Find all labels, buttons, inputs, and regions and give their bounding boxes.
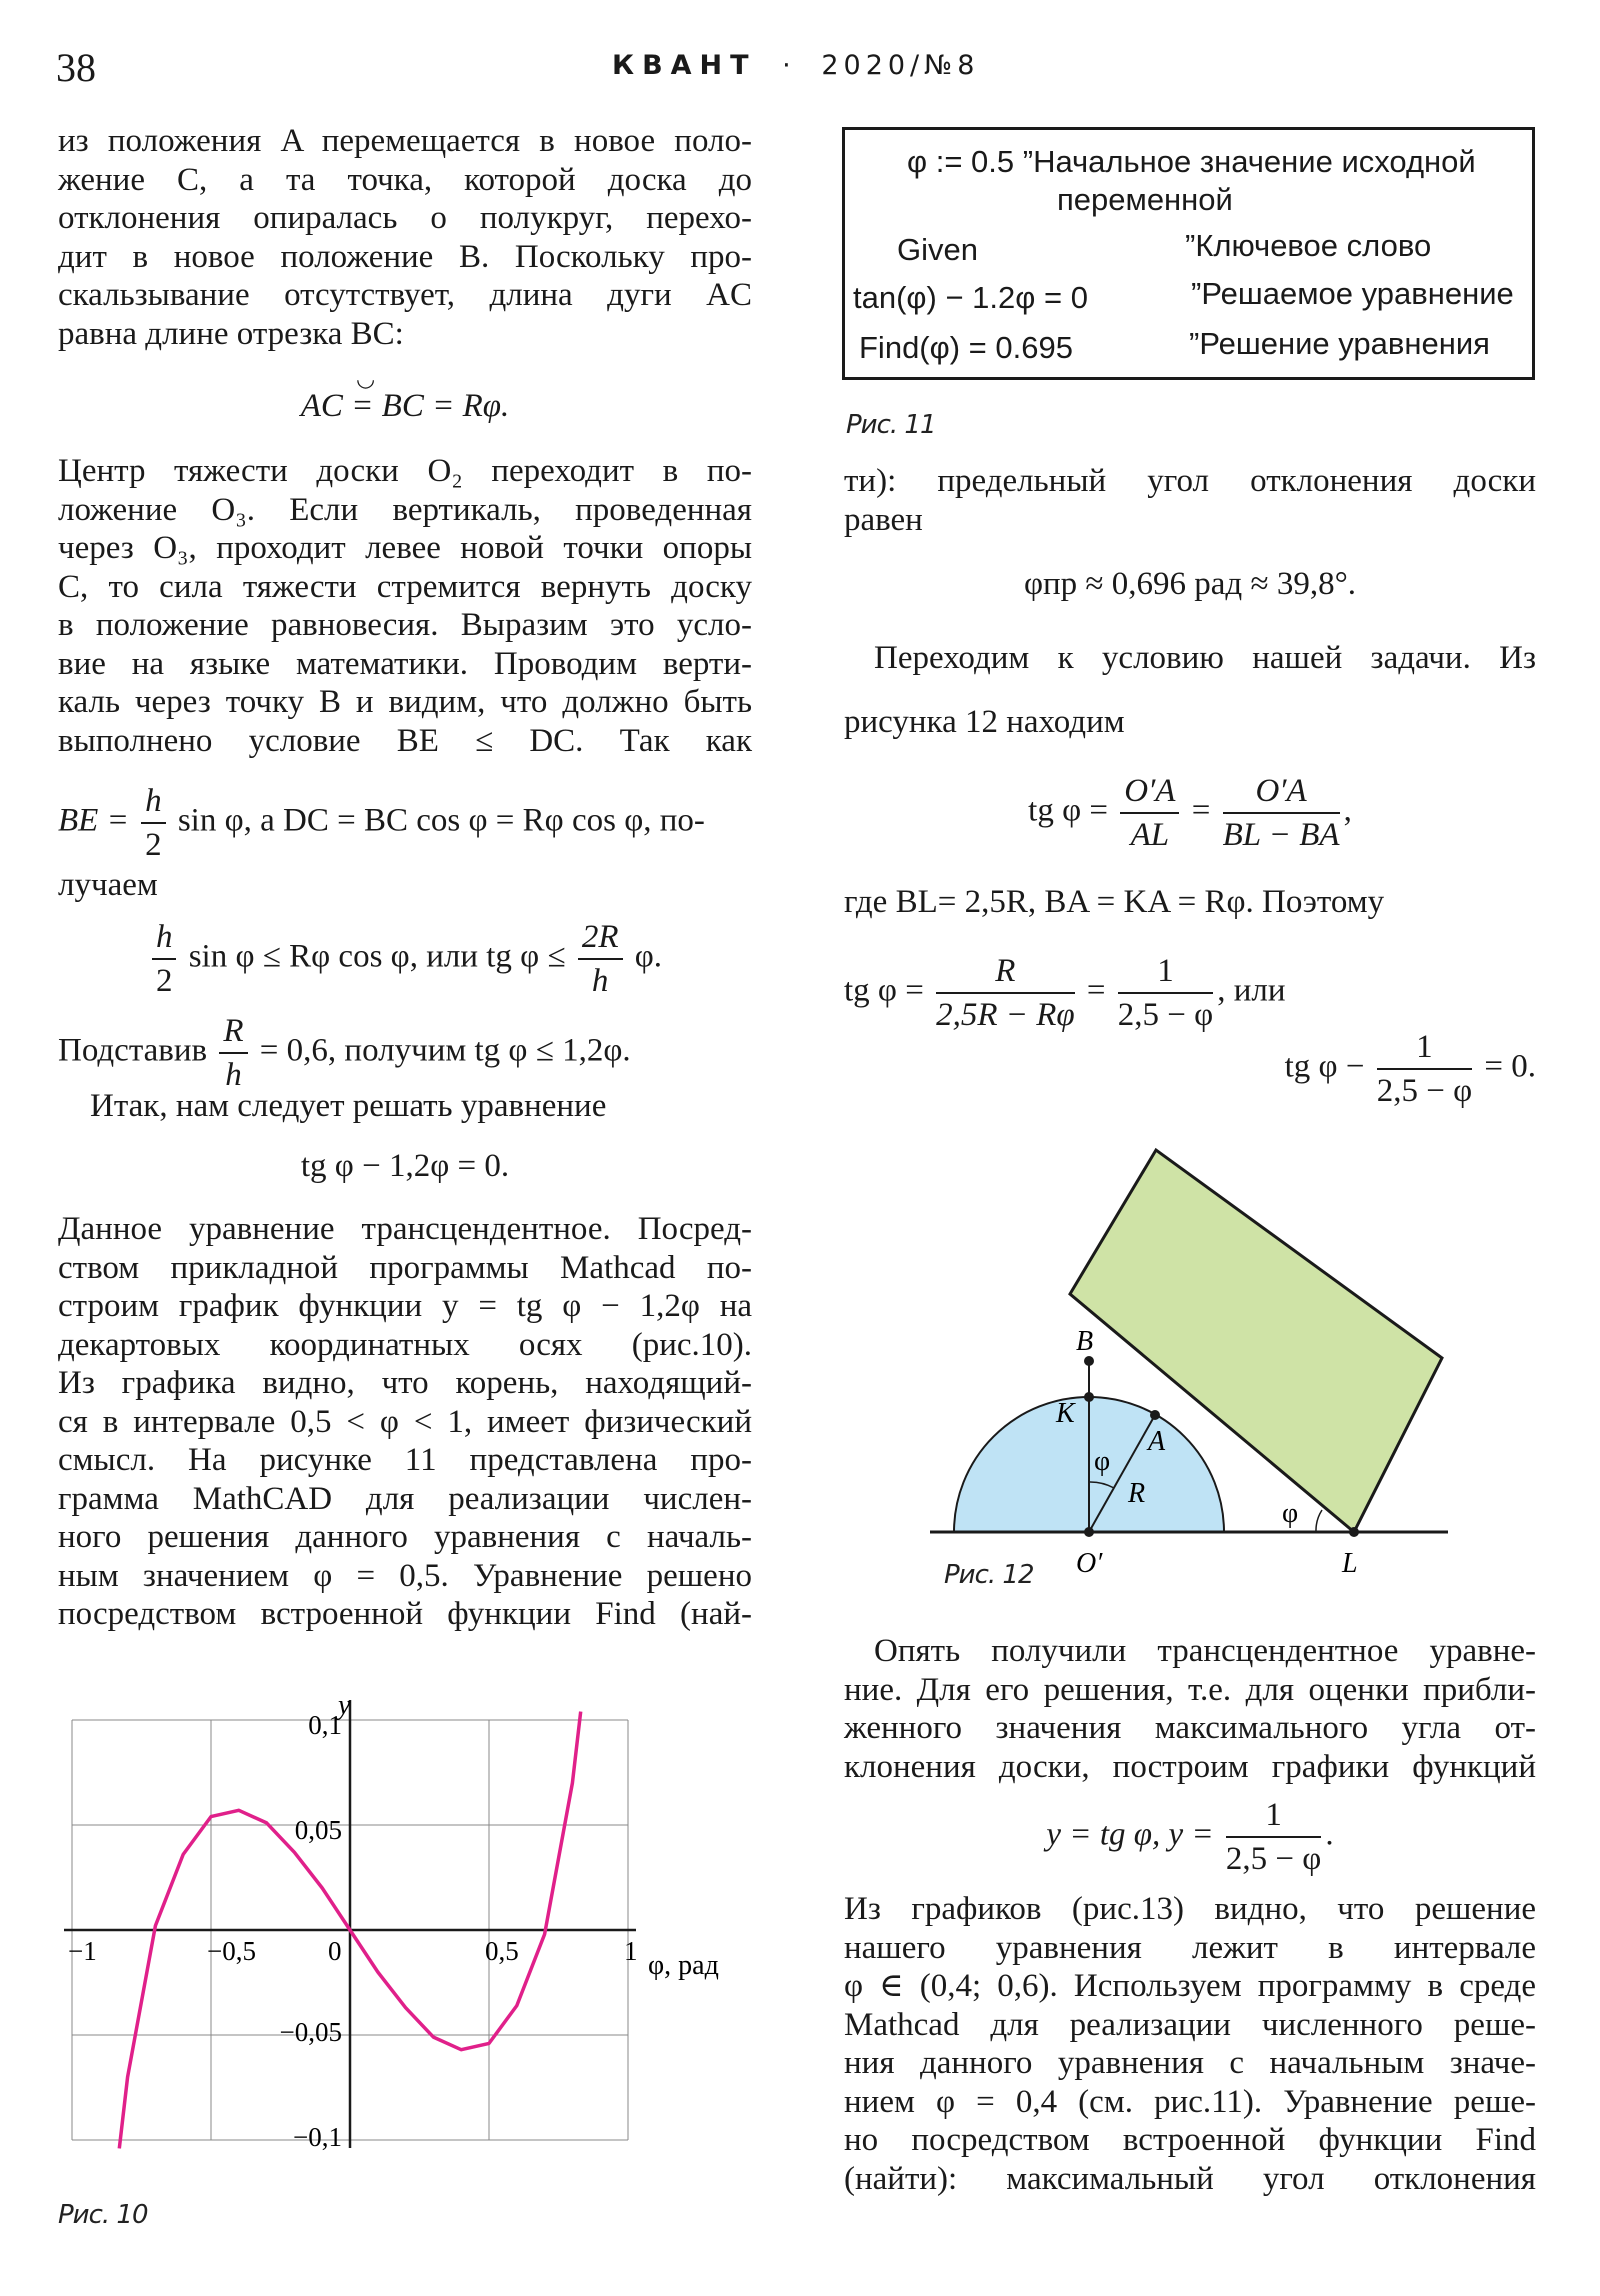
text-line: жение C, а та точка, которой доска до bbox=[58, 161, 752, 198]
y-tick-label: 0,1 bbox=[308, 1710, 342, 1740]
equation-tg-expanded: tg φ = $\frac{R}{2,5R - R\varphi}$ = $\frac{1}{2,5 - \varphi}$ , или bbox=[844, 950, 1536, 1036]
x-tick-label: 1 bbox=[624, 1936, 638, 1966]
text-line: посредством встроенной функции Find (най- bbox=[58, 1596, 752, 1632]
equation-substitution: Подставив $\frac{R}{h}$ = 0,6, получим tg φ ≤ 1,2φ. bbox=[58, 1010, 752, 1096]
text-line: каль через точку B и видим, что должно быть bbox=[58, 684, 752, 720]
code-equation-comment: ”Решаемое уравнение bbox=[1191, 276, 1514, 311]
point-L bbox=[1349, 1527, 1359, 1537]
text-line: клонения доски, построим графики функций bbox=[844, 1748, 1536, 1785]
text-line: Центр тяжести доски O₂ переходит в по- bbox=[58, 453, 752, 489]
text-line: в положение равновесия. Выразим это усло- bbox=[58, 607, 752, 643]
equation-functions: y = tg φ, y = $\frac{1}{2,5 - \varphi}$ . bbox=[844, 1794, 1536, 1880]
text-line: скальзывание отсутствует, длина дуги AC bbox=[58, 277, 752, 313]
figure-10-caption: Рис. 10 bbox=[58, 2200, 148, 2230]
text-line: Переходим к условию нашей задачи. Из bbox=[874, 640, 1536, 676]
y-tick-label: −0,05 bbox=[279, 2017, 342, 2047]
text-line: декартовых координатных осях (рис.10). bbox=[58, 1326, 752, 1363]
text-line: где BL= 2,5R, BA = KA = Rφ. Поэтому bbox=[844, 884, 1385, 920]
figure-12-diagram bbox=[930, 1140, 1470, 1610]
text-line: вие на языке математики. Проводим верти- bbox=[58, 645, 752, 682]
text-line: отклонения опиралась о полукруг, перехо- bbox=[58, 200, 752, 236]
text-line: (найти): максимальный угол отклонения bbox=[844, 2160, 1536, 2197]
right-paragraph-1 bbox=[844, 462, 1536, 539]
equation-limit-angle: φпр ≈ 0,696 рад ≈ 39,8°. bbox=[1023, 566, 1357, 602]
text-line: φ ∈ (0,4; 0,6). Используем программу в среде bbox=[844, 1968, 1536, 2004]
text-line: нашего уравнения лежит в интервале bbox=[844, 1929, 1536, 1966]
code-equation: tan(φ) − 1.2φ = 0 bbox=[853, 280, 1088, 315]
code-given: Given bbox=[897, 232, 978, 267]
code-line-1: φ := 0.5 ”Начальное значение исходной bbox=[907, 144, 1476, 179]
text-line: выполнено условие BE ≤ DC. Так как bbox=[58, 722, 752, 759]
equation-arc: ◡ AC = BC = Rφ. bbox=[300, 366, 510, 424]
right-paragraph-5 bbox=[844, 1890, 1536, 2198]
equation-tg-ratio: tg φ = $\frac{O'A}{AL}$ = $\frac{O'A}{BL - BA}$ , bbox=[844, 770, 1536, 856]
text-line: лучаем bbox=[58, 867, 158, 903]
text-line: ным значением φ = 0,5. Уравнение решено bbox=[58, 1557, 752, 1594]
code-line-1b: переменной bbox=[1057, 182, 1233, 217]
text-line: нием φ = 0,4 (см. рис.11). Уравнение реше- bbox=[844, 2083, 1536, 2120]
arc-mark: ◡ bbox=[356, 366, 376, 391]
code-find-comment: ”Решение уравнения bbox=[1189, 326, 1490, 361]
y-tick-label: −0,1 bbox=[293, 2122, 342, 2152]
text-line: ного решения данного уравнения с началь- bbox=[58, 1519, 752, 1555]
label-K: K bbox=[1056, 1398, 1075, 1429]
equation-final: tg φ − $\frac{1}{2,5 - \varphi}$ = 0. bbox=[844, 1026, 1536, 1112]
code-given-comment: ”Ключевое слово bbox=[1185, 228, 1432, 263]
text-line: Из графиков (рис.13) видно, что решение bbox=[844, 1891, 1536, 1927]
angle-arc-2 bbox=[1316, 1510, 1322, 1532]
text-line: ния данного уравнения с начальным значе- bbox=[844, 2045, 1536, 2081]
label-A: A bbox=[1148, 1426, 1166, 1457]
text-line: но посредством встроенной функции Find bbox=[844, 2122, 1536, 2158]
text-line: из положения A перемещается в новое поло- bbox=[58, 123, 752, 159]
point-B bbox=[1084, 1356, 1094, 1366]
label-phi-2: φ bbox=[1282, 1498, 1299, 1529]
text-line: грамма MathCAD для реализации числен- bbox=[58, 1480, 752, 1517]
label-B: B bbox=[1076, 1326, 1094, 1357]
running-header bbox=[612, 50, 979, 81]
text-line: ством прикладной программы Mathcad по- bbox=[58, 1249, 752, 1286]
journal-name: КВАНТ bbox=[612, 50, 757, 81]
text-line: Итак, нам следует решать уравнение bbox=[90, 1088, 607, 1124]
label-O-prime: O′ bbox=[1076, 1548, 1103, 1579]
point-A bbox=[1150, 1410, 1160, 1420]
label-R: R bbox=[1128, 1478, 1146, 1509]
text-line: рисунка 12 находим bbox=[844, 704, 1125, 740]
figure-12-caption: Рис. 12 bbox=[944, 1560, 1034, 1590]
left-paragraph-2 bbox=[58, 452, 752, 760]
text-line: равен bbox=[844, 501, 923, 538]
text-line: Данное уравнение трансцендентное. Посред- bbox=[58, 1211, 752, 1247]
figure-11-mathcad-program bbox=[842, 127, 1535, 380]
right-paragraph-4 bbox=[844, 1632, 1536, 1786]
issue-number: 2020/№8 bbox=[821, 50, 980, 81]
code-find: Find(φ) = 0.695 bbox=[859, 330, 1073, 365]
figure-11-caption: Рис. 11 bbox=[846, 410, 936, 440]
text-line: Опять получили трансцендентное уравне- bbox=[874, 1633, 1536, 1669]
figure-10-chart bbox=[40, 1680, 770, 2200]
left-paragraph-1 bbox=[58, 122, 752, 353]
text-line: C, то сила тяжести стремится вернуть доску bbox=[58, 568, 752, 605]
y-tick-label: 0,05 bbox=[294, 1815, 342, 1845]
label-phi-1: φ bbox=[1094, 1446, 1111, 1477]
equation-main: tg φ − 1,2φ = 0. bbox=[300, 1148, 510, 1184]
fraction: $\frac{h}{2}$ bbox=[141, 780, 166, 866]
page-number: 38 bbox=[56, 45, 96, 90]
text-line: дит в новое положение B. Поскольку про- bbox=[58, 238, 752, 275]
text-line: женного значения максимального угла от- bbox=[844, 1710, 1536, 1746]
text-line: Из графика видно, что корень, находящий- bbox=[58, 1365, 752, 1401]
text-line: ся в интервале 0,5 < φ < 1, имеет физический bbox=[58, 1403, 752, 1440]
text-line: ложение O₃. Если вертикаль, проведенная bbox=[58, 491, 752, 528]
chart-grid bbox=[64, 1700, 636, 2148]
left-paragraph-5 bbox=[58, 1210, 752, 1634]
text-line: равна длине отрезка BC: bbox=[58, 315, 404, 352]
x-tick-label: −0,5 bbox=[207, 1936, 256, 1966]
text-line: Mathcad для реализации численного реше- bbox=[844, 2006, 1536, 2043]
text-line: ние. Для его решения, т.е. для оценки прибли- bbox=[844, 1671, 1536, 1708]
point-O bbox=[1084, 1527, 1094, 1537]
x-tick-label: −1 bbox=[68, 1936, 97, 1966]
equation-inequality: $\frac{h}{2}$ sin φ ≤ Rφ cos φ, или tg φ ≤ $\frac{2R}{h}$ φ. bbox=[58, 916, 752, 1002]
x-tick-label: 0,5 bbox=[485, 1936, 519, 1966]
equation-be: BE = $\frac{h}{2}$ sin φ, а DC = BC cos φ = Rφ cos φ, по- bbox=[58, 780, 752, 866]
text-line: ти): предельный угол отклонения доски bbox=[844, 463, 1536, 499]
text-line: через O₃, проходит левее новой точки опоры bbox=[58, 530, 752, 566]
text-line: смысл. На рисунке 11 представлена про- bbox=[58, 1442, 752, 1478]
x-tick-label: 0 bbox=[328, 1936, 342, 1966]
x-axis-label: φ, рад bbox=[648, 1950, 719, 1981]
header-separator: · bbox=[782, 50, 796, 81]
label-L: L bbox=[1342, 1548, 1358, 1579]
text-line: строим график функции y = tg φ − 1,2φ на bbox=[58, 1288, 752, 1324]
point-K bbox=[1084, 1392, 1094, 1402]
y-axis-label: y bbox=[338, 1690, 351, 1721]
